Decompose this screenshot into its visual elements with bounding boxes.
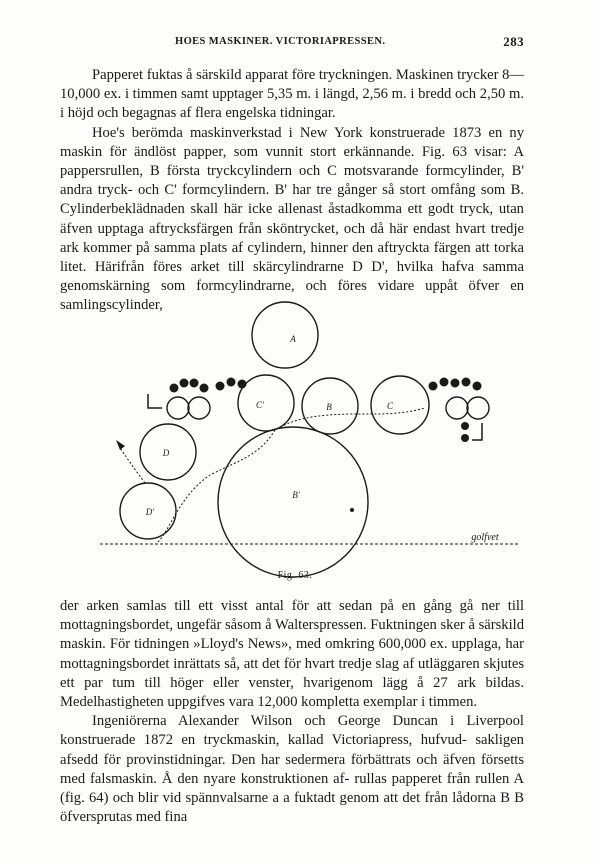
ink-dot — [200, 384, 209, 393]
ink-dot — [462, 378, 471, 387]
label-D-prime: D' — [145, 507, 155, 517]
bracket-right — [472, 423, 482, 440]
inking-roller — [188, 397, 210, 419]
ink-dot — [473, 382, 482, 391]
text-line: i bredd och 2,50 m. i höjd och begagnas af flera engelska tidningar. — [60, 86, 525, 122]
paragraph-samling — [60, 597, 524, 712]
text-line: arket till skärcylindrarne D D', hvilka hafva samma genomskärning — [60, 259, 524, 295]
text-line: till mottagningsbordet, ungefär såsom å Walterspressen. Fuktningen — [60, 598, 524, 634]
label-D: D — [162, 448, 170, 458]
text-line: ny maskin för ändlöst papper, som vunnit stort erkännande. Fig. 63 — [60, 124, 524, 160]
text-line: sköntrycket, och då här endast hvart tredje ark kommer på samma plats — [60, 220, 524, 256]
label-floor: golfvet — [471, 532, 499, 543]
cylinder-C — [371, 376, 429, 434]
text-line: formcylinder, B' andra tryck- och C' formcylindern. B' har tre gånger — [60, 163, 524, 199]
running-head — [60, 34, 524, 50]
ink-dot — [170, 384, 179, 393]
ink-dot — [216, 382, 225, 391]
label-B-prime: B' — [292, 490, 300, 500]
text-line: sker å särskild maskin. För tidningen »Lloyd's News», med omkring — [60, 617, 524, 653]
ink-dot — [227, 378, 236, 387]
ink-dot — [461, 422, 469, 430]
ink-dot — [190, 379, 199, 388]
text-line: Ingeniörerna Alexander Wilson och George Duncan i Liverpool — [92, 713, 524, 730]
ink-dot — [180, 379, 189, 388]
text-line: Papperet fuktas å särskild apparat före tryckningen. Maskinen — [92, 67, 454, 83]
inking-roller — [446, 397, 468, 419]
cylinder-B-prime-axle — [350, 508, 354, 512]
ink-dot — [461, 434, 469, 442]
ink-dot — [451, 379, 460, 388]
arrow-head-icon — [116, 440, 125, 450]
ink-dot — [238, 380, 247, 389]
cylinder-diagram — [100, 290, 540, 590]
text-line: som formcylindrarne, och föres vidare uppåt öfver en samlingscylinder, — [60, 278, 525, 314]
text-line: sakligen afsedd för provinstidningar. Den har sedermera förbättrats — [60, 732, 524, 768]
text-line: 600,000 ex. upplaga, har mottagningsbordet inrättats så, att det för — [60, 636, 524, 672]
text-line: visar: A pappersrullen, B första tryckcylindern och C motsvarande — [60, 143, 524, 180]
text-line: hvart tredje slag af utläggaren skjutes ett par tum till höger eller — [60, 655, 525, 691]
paragraph-fuktning — [60, 66, 524, 124]
paper-path — [158, 408, 425, 542]
label-A: A — [290, 334, 296, 344]
text-line: och äfven försetts med falsmaskin. Å den nyare konstruktionen af- — [60, 751, 524, 787]
page-number: 283 — [503, 34, 524, 49]
text-line: venster, hvarigenom lägg å 27 ark bildas. Medelhastigheten uppgifves — [60, 674, 524, 711]
text-line: der arken samlas till ett visst antal för att sedan på en gång gå ner — [60, 598, 500, 614]
label-C-prime: C' — [256, 400, 264, 410]
inking-roller — [167, 397, 189, 419]
label-B: B — [326, 402, 332, 412]
paragraph-hoe-machine — [60, 124, 524, 316]
paper-path-sheet — [120, 448, 145, 483]
label-C: C — [386, 401, 394, 411]
text-line: åstadkomma ett godt tryck, utan äfven upptaga aftrycksfärgen från — [60, 201, 524, 237]
bottom-text-block — [60, 597, 524, 827]
figure-caption: Fig. 63. — [277, 570, 313, 581]
paragraph-victoriapress — [60, 712, 524, 827]
text-line: a a fuktadt genom att det från lådorna B B öfversprutas med fina — [60, 790, 524, 826]
text-line: af cylindern, hinner den aftryckta färgen att torka litet. Härifrån föres — [60, 239, 524, 276]
cylinder-A — [252, 302, 318, 368]
figure-63 — [100, 290, 540, 590]
top-text-block — [60, 66, 524, 316]
ink-dot — [429, 382, 438, 391]
text-line: vara 12,000 kompletta exemplar i timmen. — [228, 694, 478, 711]
text-line: Hoe's berömda maskinverkstad i New York konstruerade 1873 en — [92, 124, 503, 141]
ink-dot — [440, 378, 449, 387]
inking-roller — [467, 397, 489, 419]
bracket-left — [148, 394, 162, 408]
text-line: rullas papperet från rullen A (fig. 64) och blir vid spännvalsarne — [60, 770, 524, 807]
running-title: HOES MASKINER. VICTORIAPRESSEN. — [175, 36, 386, 47]
text-line: konstruerade 1872 en tryckmaskin, kallad Victoriapress, hufvud- — [60, 732, 467, 749]
text-line: trycker 8—10,000 ex. i timmen samt upptager 5,35 m. i längd, 2,56 m. — [60, 67, 525, 103]
text-line: så stort omfång som B. Cylinderbeklädnaden skall här icke allenast — [60, 182, 524, 218]
cylinder-B-prime — [218, 427, 368, 577]
